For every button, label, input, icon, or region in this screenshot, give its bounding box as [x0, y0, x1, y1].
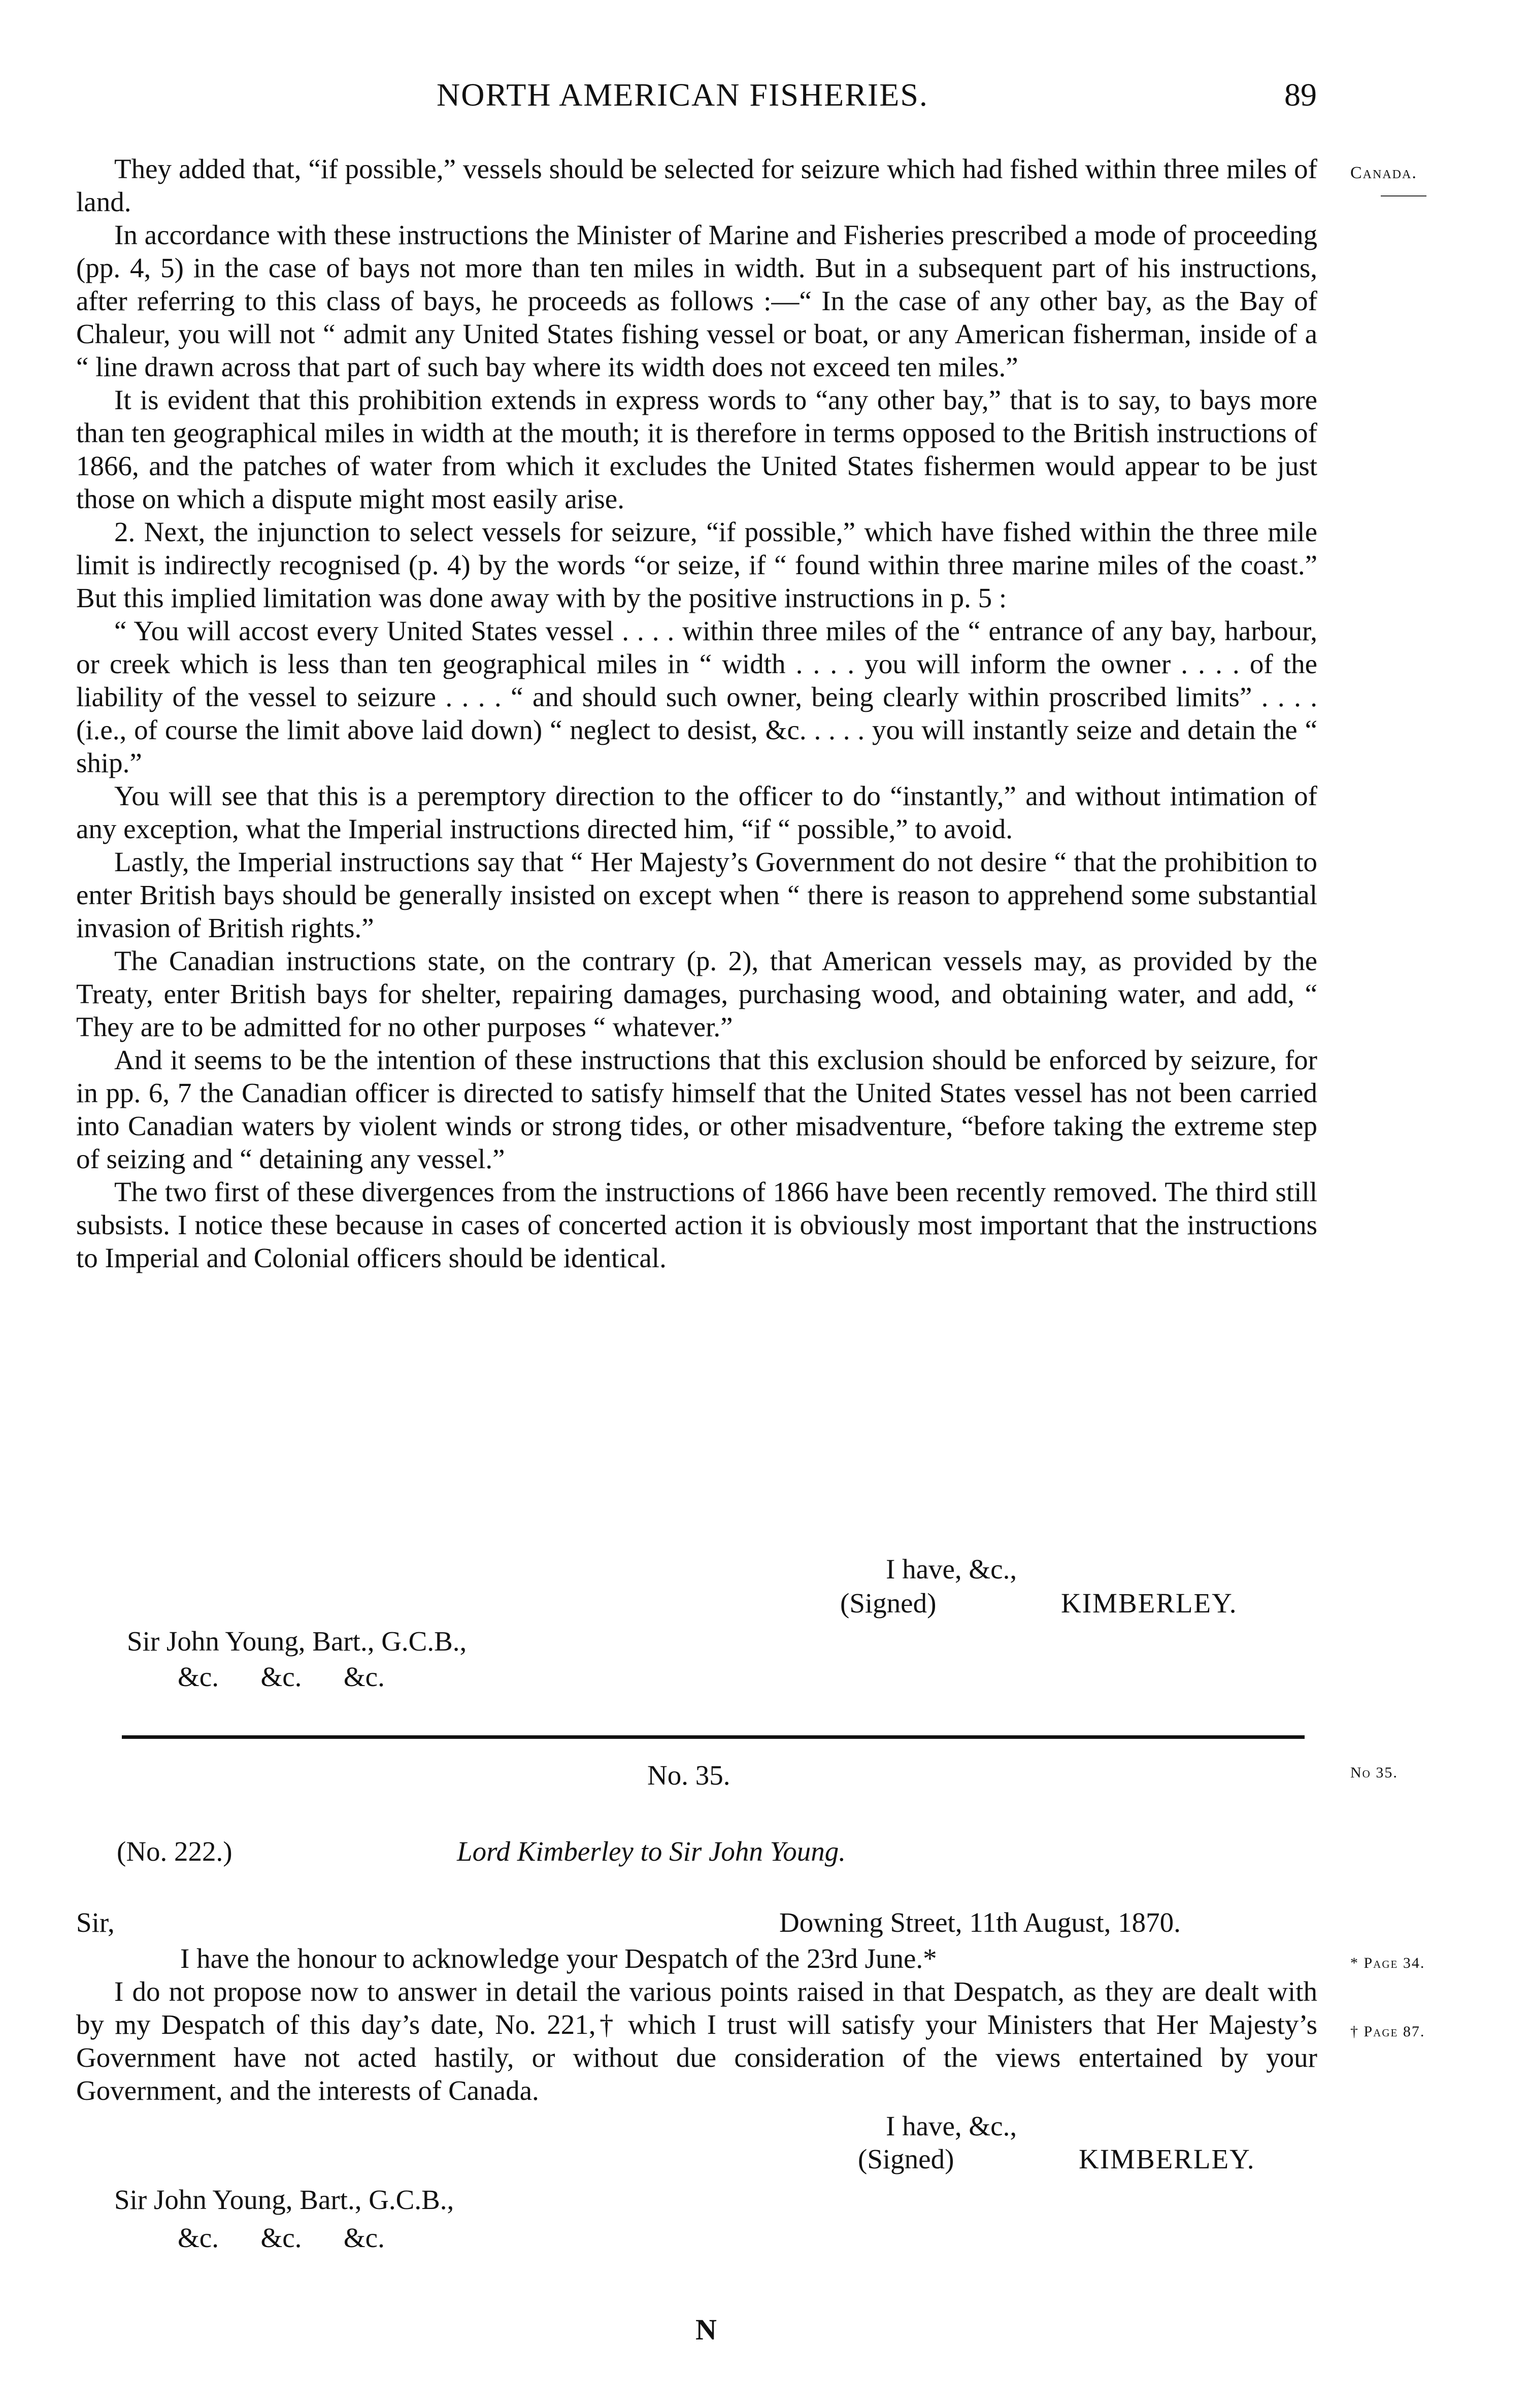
- printer-signature-mark: N: [695, 2313, 717, 2346]
- section-rule: [122, 1735, 1305, 1739]
- paragraph: The two first of these divergences from the instructions of 1866 have been recently removed. The third still subsists. I notice these because in cases of concerted action it is obviously most important that the instructions to Imperial and Colonial officers should be identical.: [76, 1176, 1317, 1273]
- letter-body-part1: [76, 152, 1317, 1274]
- paragraph: The Canadian instructions state, on the contrary (p. 2), that American vessels may, as provided by the Treaty, enter British bays for shelter, repairing damages, purchasing wood, and obtaining water, and add, “ They are to be admitted for no other purposes “ whatever.”: [76, 945, 1317, 1042]
- closing: I have, &c.,: [886, 1554, 1017, 1585]
- margin-note-canada: Canada.: [1350, 163, 1417, 182]
- page-number: 89: [1284, 77, 1317, 113]
- margin-note-page34: * Page 34.: [1350, 1955, 1425, 1971]
- paragraph: Lastly, the Imperial instructions say that “ Her Majesty’s Government do not desire “ that the prohibition to enter British bays should be generally insisted on except when “ there is reason to apprehend some substantial invasion of British rights.”: [76, 846, 1317, 943]
- paragraph: And it seems to be the intention of these instructions that this exclusion should be enforced by seizure, for in pp. 6, 7 the Canadian officer is directed to satisfy himself that the United States vessel has not been carried into Canadian waters by violent winds or strong tides, or other misadventure, “before taking the extreme step of seizing and “ detaining any vessel.”: [76, 1044, 1317, 1174]
- signature: KIMBERLEY.: [1061, 1588, 1238, 1619]
- paragraph: I have the honour to acknowledge your Despatch of the 23rd June.*: [180, 1943, 937, 1974]
- addressee: Sir John Young, Bart., G.C.B.,: [127, 1626, 467, 1657]
- margin-note-no35: No 35.: [1350, 1764, 1398, 1781]
- paragraph: You will see that this is a peremptory direction to the officer to do “instantly,” and without intimation of any exception, what the Imperial instructions directed him, “if “ possible,” to avoid.: [76, 780, 1317, 844]
- paragraph: In accordance with these instructions the Minister of Marine and Fisheries prescribed a mode of proceeding (pp. 4, 5) in the case of bays not more than ten miles in width. But in a subsequent part of his instructions, after referring to this class of bays, he proceeds as follows :—“ In the case of any other bay, as the Bay of Chaleur, you will not “ admit any United States fishing vessel or boat, or any American fisherman, inside of a “ line drawn across that part of such bay where its width does not exceed ten miles.”: [76, 219, 1317, 382]
- quoted-paragraph: “ You will accost every United States vessel . . . . within three miles of the “ entrance of any bay, harbour, or creek which is less than ten geographical miles in “ width . . . . you will inform the owner . . . . of the liability of the vessel to seizure . . . . “ and should such owner, being clearly within proscribed limits” . . . . (i.e., of course the limit above laid down) “ neglect to desist, &c. . . . . you will instantly seize and detain the “ ship.”: [76, 615, 1317, 778]
- despatch-reference: (No. 222.): [117, 1836, 232, 1867]
- signed-label: (Signed): [858, 2143, 954, 2174]
- dateline: Downing Street, 11th August, 1870.: [779, 1907, 1181, 1938]
- margin-note-page87: † Page 87.: [1350, 2023, 1425, 2040]
- paragraph: It is evident that this prohibition extends in express words to “any other bay,” that is to say, to bays more than ten geographical miles in width at the mouth; it is therefore in terms opposed to the British instructions of 1866, and the patches of water from which it excludes the United States fishermen would appear to be just those on which a dispute might most easily arise.: [76, 384, 1317, 514]
- paragraph: I do not propose now to answer in detail the various points raised in that Despatch, as they are dealt with by my Despatch of this day’s date, No. 221,† which I trust will satisfy your Ministers that Her Majesty’s Government have not acted hastily, or without due consideration of the views entertained by your Government, and the interests of Canada.: [76, 1976, 1317, 2106]
- salutation: Sir,: [76, 1907, 115, 1938]
- etc-line: &c. &c. &c.: [178, 1661, 385, 1692]
- signature: KIMBERLEY.: [1079, 2143, 1255, 2174]
- paragraph: They added that, “if possible,” vessels should be selected for seizure which had fished within three miles of land.: [76, 153, 1317, 217]
- letter-body-part2: [76, 1942, 1317, 2107]
- addressee: Sir John Young, Bart., G.C.B.,: [114, 2184, 454, 2215]
- margin-rule: [1381, 195, 1426, 196]
- document-number: No. 35.: [647, 1760, 730, 1791]
- letter-title: Lord Kimberley to Sir John Young.: [457, 1836, 846, 1867]
- signed-label: (Signed): [840, 1588, 937, 1619]
- running-header: NORTH AMERICAN FISHERIES.: [437, 77, 928, 113]
- etc-line: &c. &c. &c.: [178, 2222, 385, 2253]
- paragraph: 2. Next, the injunction to select vessels for seizure, “if possible,” which have fished within the three mile limit is indirectly recognised (p. 4) by the words “or seize, if “ found within three marine miles of the coast.” But this implied limitation was done away with by the positive instructions in p. 5 :: [76, 516, 1317, 613]
- closing: I have, &c.,: [886, 2110, 1017, 2141]
